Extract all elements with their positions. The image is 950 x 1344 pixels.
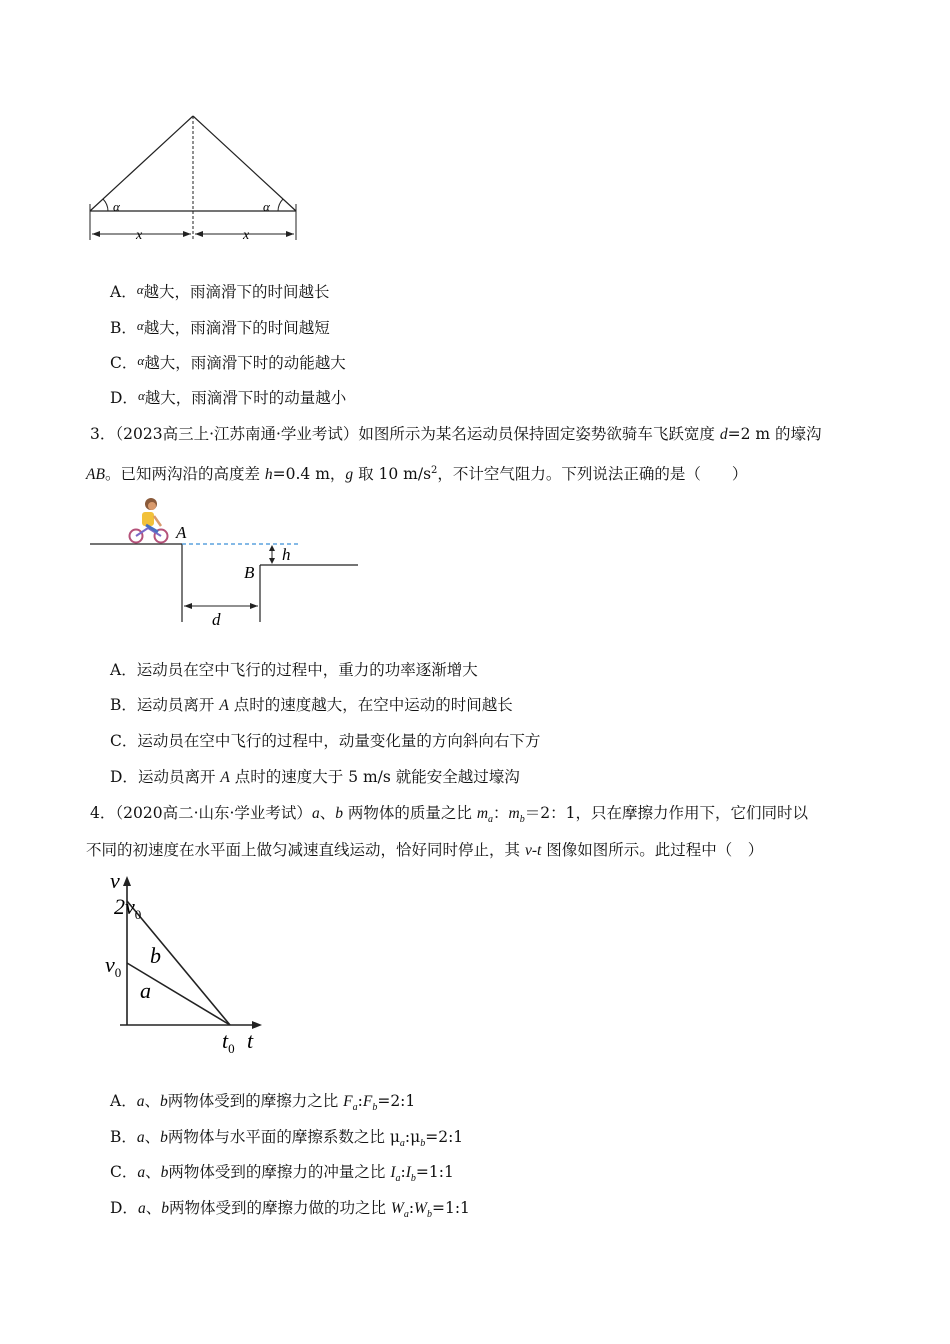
- point-a-label: A: [176, 523, 187, 542]
- q2-option-d: D．α越大，雨滴滑下时的动量越小: [110, 388, 347, 407]
- q2-option-a: A．α越大，雨滴滑下的时间越长: [110, 282, 330, 301]
- q3-option-b: B．运动员离开 A 点时的速度越大，在空中运动的时间越长: [110, 696, 513, 714]
- ditch-diagram: [86, 492, 366, 632]
- q4-stem-line1: 4．（2020高二·山东·学业考试）a、b 两物体的质量之比 $m_a$：$m_b=2$：1，只在摩擦力作用下，它们同时以: [90, 804, 808, 826]
- q3-option-a: A．运动员在空中飞行的过程中，重力的功率逐渐增大: [110, 661, 478, 679]
- q4-option-b: B．a、b两物体与水平面的摩擦系数之比 $\mu_a:\mu_b=2:1$: [110, 1128, 464, 1150]
- t-axis-label: t: [247, 1028, 254, 1053]
- line-b: [127, 901, 230, 1025]
- line-a-label: a: [140, 978, 151, 1003]
- vt-graph: [105, 868, 270, 1060]
- q3-option-c: C．运动员在空中飞行的过程中，动量变化量的方向斜向右下方: [110, 732, 541, 750]
- width-label: d: [212, 610, 221, 629]
- q2-option-c: C．α越大，雨滴滑下时的动能越大: [110, 353, 346, 372]
- q3-option-d: D．运动员离开 A 点时的速度大于 5 m/s 就能安全越过壕沟: [110, 768, 520, 786]
- q4-option-a: A．a、b两物体受到的摩擦力之比 $F_a:F_b=2:1$: [110, 1092, 416, 1114]
- height-label: h: [282, 545, 291, 564]
- angle-label-left: α: [113, 199, 120, 214]
- q4-option-d: D．a、b两物体受到的摩擦力做的功之比 $W_a:W_b=1:1$: [110, 1199, 470, 1221]
- q4-stem-line2: 不同的初速度在水平面上做匀减速直线运动，恰好同时停止，其 v-t 图像如图所示。此过程中（ ）: [86, 841, 764, 859]
- angle-label-right: α: [263, 199, 270, 214]
- line-b-label: b: [150, 943, 161, 968]
- q2-option-b: B．α越大，雨滴滑下的时间越短: [110, 318, 330, 337]
- roof-diagram: [80, 108, 310, 248]
- v-axis-label: v: [110, 868, 120, 893]
- 2v0-label: $2v_0$: [114, 894, 142, 922]
- point-b-label: B: [244, 563, 255, 582]
- q4-option-c: C．a、b两物体受到的摩擦力的冲量之比 $I_a:I_b=1:1$: [110, 1163, 454, 1185]
- distance-label-right: x: [243, 228, 250, 243]
- q3-stem-line2: AB。已知两沟沿的高度差 h=0.4 m，g 取 10 $m/s^2$，不计空气阻力。下列说法正确的是（ ）: [86, 465, 748, 484]
- v0-label: $v_0$: [105, 952, 122, 980]
- t0-label: $t_0$: [222, 1028, 235, 1056]
- q3-stem-line1: 3．（2023高三上·江苏南通·学业考试）如图所示为某名运动员保持固定姿势欲骑车飞跃宽度 d=2 m 的壕沟: [90, 425, 822, 443]
- cyclist-icon: [130, 498, 168, 543]
- distance-label-left: x: [136, 228, 143, 243]
